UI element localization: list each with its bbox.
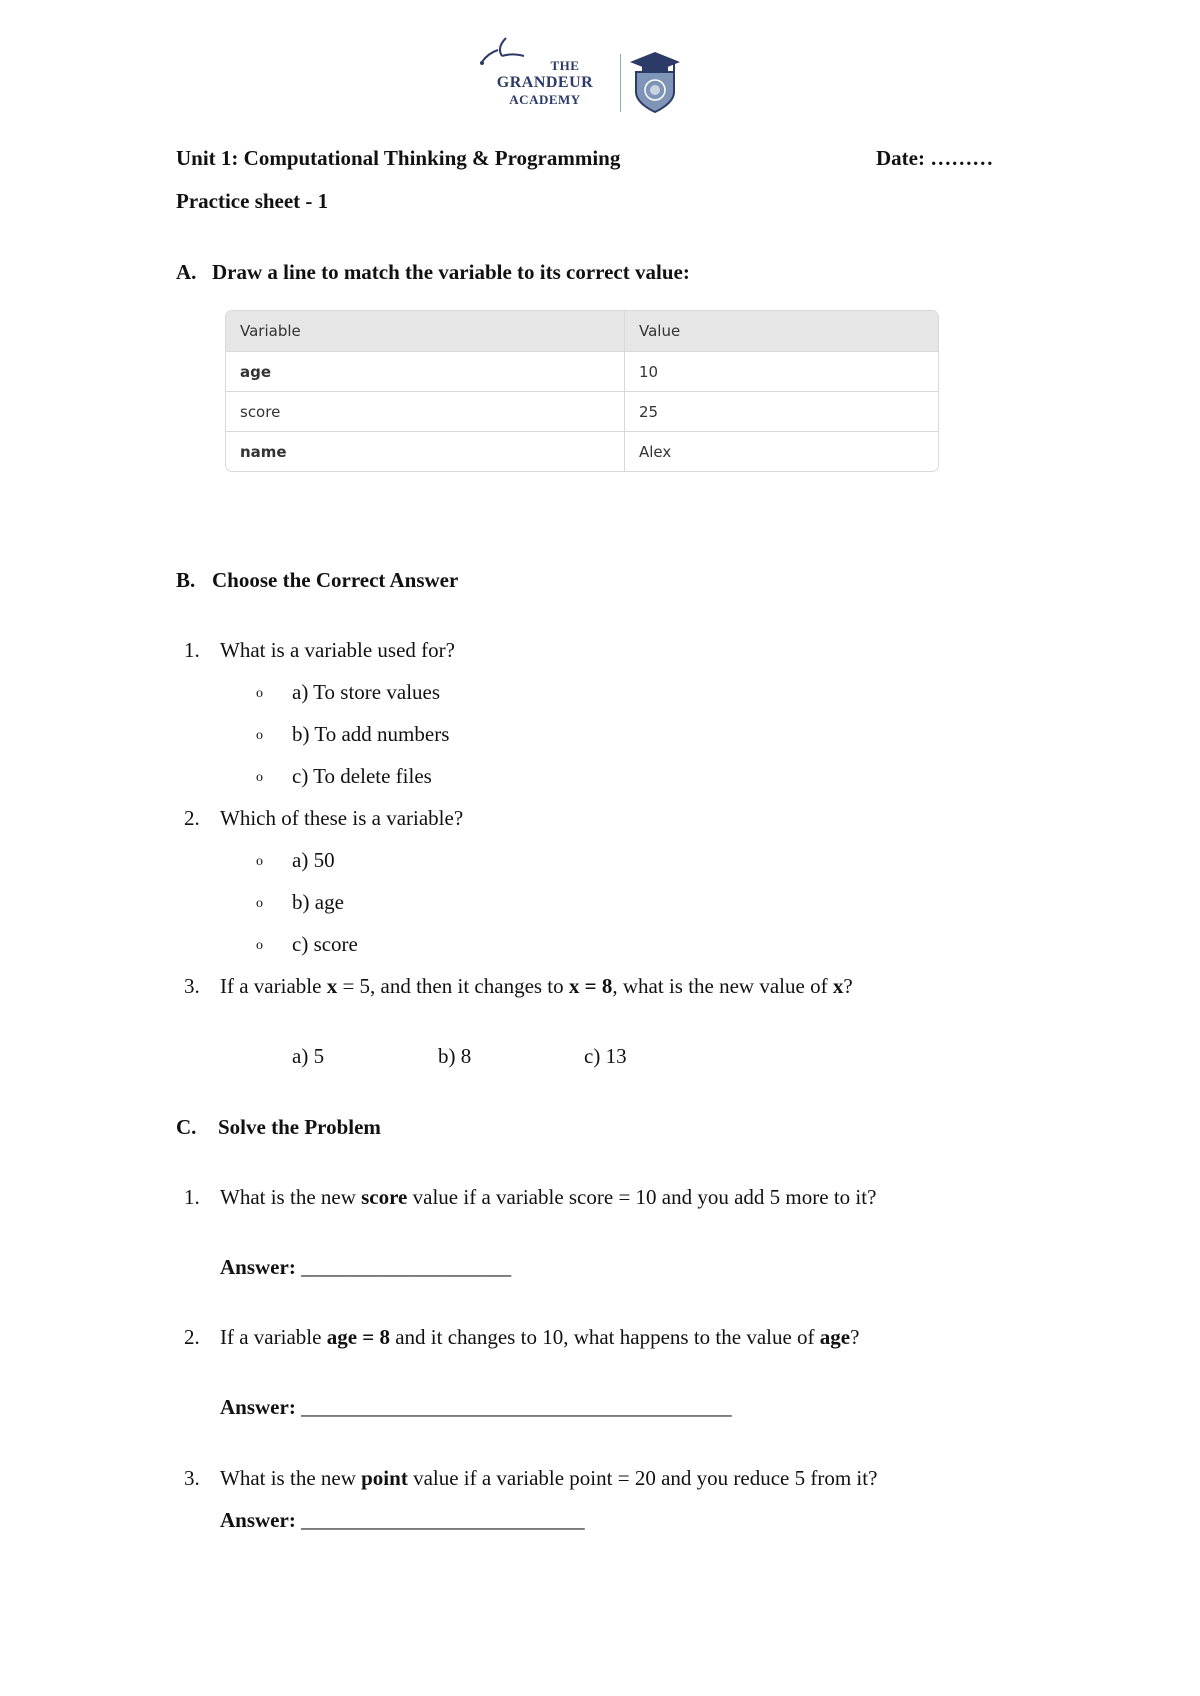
table-row — [226, 432, 938, 472]
logo-academy: ACADEMY — [509, 92, 581, 107]
practice-sheet-label: Practice sheet - 1 — [176, 189, 329, 213]
section-c-heading: Solve the Problem — [218, 1115, 381, 1139]
answer-option: a) To store values — [292, 680, 441, 704]
answer-option: a) 50 — [292, 848, 335, 872]
answer-line[interactable] — [220, 1395, 732, 1420]
answer-blank[interactable]: ___________________________ — [301, 1508, 585, 1532]
question-number: 1. — [184, 638, 200, 662]
question-number: 1. — [184, 1185, 200, 1209]
question-keyword: age — [819, 1325, 851, 1349]
question-text — [220, 1185, 876, 1210]
section-a-letter: A. — [176, 260, 197, 284]
question-keyword: point — [361, 1466, 408, 1490]
answer-option: b) To add numbers — [292, 722, 450, 746]
answer-option: b) 8 — [438, 1044, 472, 1068]
date-field: Date: ……… — [876, 146, 994, 170]
question-variable-x: x — [832, 974, 844, 998]
logo-divider — [620, 54, 621, 112]
answer-option: b) age — [292, 890, 344, 914]
table-row — [226, 352, 938, 392]
question-text-part: If a variable — [220, 974, 327, 998]
question-number: 3. — [184, 974, 200, 998]
section-b-letter: B. — [176, 568, 196, 592]
bullet-icon: o — [256, 770, 263, 785]
answer-blank[interactable]: _________________________________________ — [301, 1395, 732, 1419]
section-a-heading: Draw a line to match the variable to its correct value: — [212, 260, 690, 284]
answer-option: a) 5 — [292, 1044, 325, 1068]
question-text-part: ? — [850, 1325, 860, 1349]
section-b-heading: Choose the Correct Answer — [212, 568, 459, 592]
bullet-icon: o — [256, 728, 263, 743]
answer-label: Answer: — [220, 1395, 296, 1419]
question-text-part: = 5, and then it changes to — [337, 974, 569, 998]
question-number: 2. — [184, 1325, 200, 1349]
table-cell-variable: score — [226, 392, 625, 432]
section-c-letter: C. — [176, 1115, 197, 1139]
question-text-part: What is the new — [220, 1185, 362, 1209]
answer-label: Answer: — [220, 1255, 296, 1279]
academy-logo — [470, 36, 680, 116]
table-cell-value: Alex — [625, 432, 939, 472]
table-header-row — [226, 311, 938, 352]
answer-line[interactable] — [220, 1255, 511, 1280]
question-text-part: value if a variable point = 20 and you reduce 5 from it? — [407, 1466, 878, 1490]
answer-option: c) score — [292, 932, 358, 956]
logo-grandeur: GRANDEUR — [496, 74, 594, 91]
table-cell-value: 10 — [625, 352, 939, 392]
table-header-value: Value — [625, 311, 939, 352]
table-cell-value: 25 — [625, 392, 939, 432]
answer-label: Answer: — [220, 1508, 296, 1532]
logo-the: THE — [550, 58, 580, 73]
question-text — [220, 1325, 859, 1350]
question-keyword: score — [361, 1185, 408, 1209]
bullet-icon: o — [256, 854, 263, 869]
table-cell-variable: name — [226, 432, 625, 472]
question-text-part: value if a variable score = 10 and you add 5 more to it? — [407, 1185, 877, 1209]
question-text: What is a variable used for? — [220, 638, 455, 662]
unit-title: Unit 1: Computational Thinking & Programming — [176, 146, 621, 170]
table-header-variable: Variable — [226, 311, 625, 352]
logo-wordmark — [470, 36, 620, 116]
question-text-part: ? — [843, 974, 853, 998]
bullet-icon: o — [256, 896, 263, 911]
answer-line[interactable] — [220, 1508, 585, 1533]
question-text-part: What is the new — [220, 1466, 362, 1490]
question-number: 2. — [184, 806, 200, 830]
graduation-shield-icon — [628, 50, 682, 114]
question-variable-x: x — [326, 974, 338, 998]
question-number: 3. — [184, 1466, 200, 1490]
variable-value-table — [226, 311, 938, 471]
question-text: Which of these is a variable? — [220, 806, 464, 830]
question-text-part: , what is the new value of — [612, 974, 833, 998]
bullet-icon: o — [256, 938, 263, 953]
question-keyword: age = 8 — [326, 1325, 390, 1349]
table-row — [226, 392, 938, 432]
question-text — [220, 1466, 877, 1491]
question-text — [220, 974, 853, 999]
answer-option: c) 13 — [584, 1044, 627, 1068]
bullet-icon: o — [256, 686, 263, 701]
question-text-part: If a variable — [220, 1325, 327, 1349]
question-text-part: and it changes to 10, what happens to the value of — [389, 1325, 820, 1349]
answer-option: c) To delete files — [292, 764, 432, 788]
question-assignment: x = 8 — [568, 974, 613, 998]
answer-blank[interactable]: ____________________ — [301, 1255, 512, 1279]
table-cell-variable: age — [226, 352, 625, 392]
